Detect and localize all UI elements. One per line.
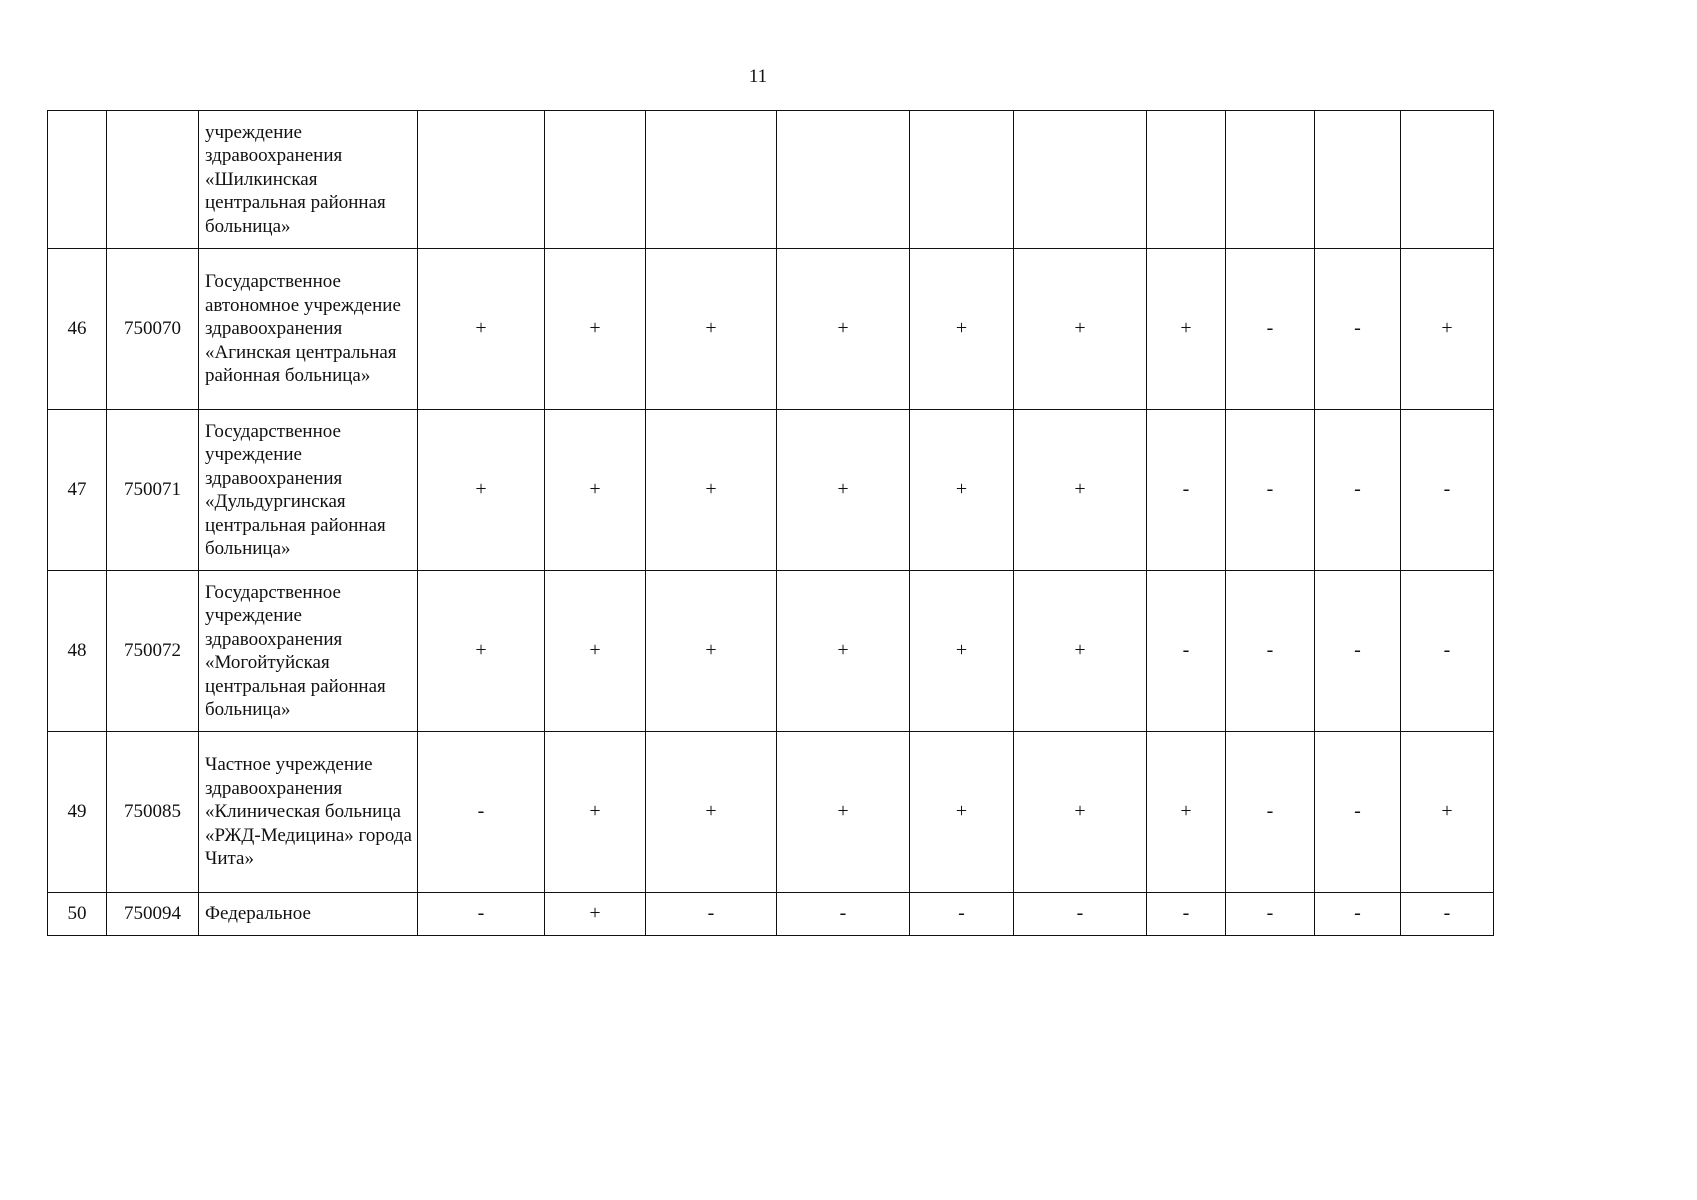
table-row xyxy=(48,893,1494,936)
mark-value: + xyxy=(955,639,968,662)
registry-code-cell: 750071 xyxy=(107,410,199,571)
mark-value: - xyxy=(1354,639,1361,662)
mark-value: + xyxy=(1180,800,1192,823)
mark-cell xyxy=(1315,893,1401,936)
mark-cell xyxy=(1014,732,1147,893)
mark-value: + xyxy=(705,639,717,662)
mark-value: + xyxy=(955,317,968,340)
mark-cell xyxy=(1147,571,1226,732)
mark-value: - xyxy=(1266,317,1274,340)
mark-value: + xyxy=(1074,800,1086,823)
mark-cell xyxy=(1315,111,1401,249)
mark-cell xyxy=(1014,571,1147,732)
mark-cell xyxy=(646,249,777,410)
mark-value: - xyxy=(1354,902,1361,925)
mark-cell xyxy=(1014,111,1147,249)
mark-value: - xyxy=(1354,317,1361,340)
mark-cell xyxy=(777,571,910,732)
mark-cell xyxy=(646,410,777,571)
mark-cell xyxy=(418,571,545,732)
row-number-cell: 47 xyxy=(48,410,107,571)
mark-value: + xyxy=(837,639,849,662)
mark-cell xyxy=(1226,410,1315,571)
mark-value: + xyxy=(705,800,717,823)
mark-value: - xyxy=(1354,478,1361,501)
table-row xyxy=(48,410,1494,571)
mark-cell xyxy=(545,410,646,571)
mark-cell xyxy=(418,410,545,571)
mark-cell xyxy=(1147,893,1226,936)
mark-cell xyxy=(1401,732,1494,893)
mark-cell xyxy=(1014,410,1147,571)
mark-cell xyxy=(1147,249,1226,410)
mark-value: - xyxy=(1443,639,1451,662)
mark-value: - xyxy=(1076,902,1084,925)
mark-cell xyxy=(910,111,1014,249)
mark-cell xyxy=(1147,732,1226,893)
registry-code-cell: 750085 xyxy=(107,732,199,893)
organization-name-cell: Государственное учреждение здравоохранения «Дульдургинская центральная районная больница» xyxy=(199,410,418,571)
mark-cell xyxy=(910,249,1014,410)
mark-cell xyxy=(1315,410,1401,571)
mark-value: - xyxy=(477,902,485,925)
mark-value: + xyxy=(475,317,487,340)
table-row xyxy=(48,571,1494,732)
mark-cell xyxy=(910,732,1014,893)
mark-cell xyxy=(1147,111,1226,249)
mark-cell xyxy=(545,732,646,893)
mark-value: + xyxy=(475,478,487,501)
mark-cell xyxy=(1315,732,1401,893)
mark-cell xyxy=(646,732,777,893)
mark-value: - xyxy=(1266,639,1274,662)
mark-value: + xyxy=(1180,317,1192,340)
mark-cell xyxy=(418,111,545,249)
mark-value: + xyxy=(589,317,601,340)
mark-value: + xyxy=(837,317,849,340)
organization-name-cell: Государственное учреждение здравоохранения «Могойтуйская центральная районная больница» xyxy=(199,571,418,732)
organization-name-cell: Государственное автономное учреждение здравоохранения «Агинская центральная районная больница» xyxy=(199,249,418,410)
mark-value: - xyxy=(707,902,715,925)
mark-cell xyxy=(1014,249,1147,410)
mark-cell xyxy=(1401,893,1494,936)
mark-cell xyxy=(1226,571,1315,732)
mark-cell xyxy=(1401,249,1494,410)
mark-value: - xyxy=(958,902,965,925)
mark-value: + xyxy=(589,639,601,662)
mark-cell xyxy=(1147,410,1226,571)
table-row xyxy=(48,249,1494,410)
mark-cell xyxy=(910,410,1014,571)
mark-value: + xyxy=(1074,478,1086,501)
row-number-cell: 48 xyxy=(48,571,107,732)
registry-code-cell xyxy=(107,111,199,249)
registry-code-cell: 750070 xyxy=(107,249,199,410)
table-row xyxy=(48,732,1494,893)
mark-value: + xyxy=(837,478,849,501)
mark-cell xyxy=(777,249,910,410)
mark-value: - xyxy=(839,902,847,925)
mark-cell xyxy=(545,571,646,732)
mark-value: - xyxy=(1182,639,1190,662)
mark-cell xyxy=(1401,111,1494,249)
mark-cell xyxy=(418,893,545,936)
mark-cell xyxy=(1315,249,1401,410)
mark-value: + xyxy=(589,902,601,925)
organization-name-cell: учреждение здравоохранения «Шилкинская центральная районная больница» xyxy=(199,111,418,249)
row-number-cell: 46 xyxy=(48,249,107,410)
mark-cell xyxy=(418,732,545,893)
mark-value: + xyxy=(1074,639,1086,662)
organization-name-cell: Частное учреждение здравоохранения «Клиническая больница «РЖД-Медицина» города Чита» xyxy=(199,732,418,893)
row-number-cell: 49 xyxy=(48,732,107,893)
mark-value: - xyxy=(1266,902,1274,925)
mark-cell xyxy=(1401,410,1494,571)
mark-cell xyxy=(1014,893,1147,936)
mark-cell xyxy=(1226,111,1315,249)
mark-cell xyxy=(646,571,777,732)
mark-value: + xyxy=(1441,800,1453,823)
mark-cell xyxy=(777,893,910,936)
mark-value: - xyxy=(1443,478,1451,501)
mark-cell xyxy=(777,410,910,571)
mark-value: + xyxy=(589,478,601,501)
mark-value: - xyxy=(1354,800,1361,823)
mark-cell xyxy=(777,111,910,249)
mark-value: - xyxy=(1443,902,1451,925)
mark-cell xyxy=(910,571,1014,732)
mark-value: + xyxy=(475,639,487,662)
mark-value: + xyxy=(705,317,717,340)
page-number: 11 xyxy=(748,66,768,87)
mark-cell xyxy=(777,732,910,893)
mark-value: - xyxy=(477,800,485,823)
table-row xyxy=(48,111,1494,249)
mark-value: - xyxy=(1182,478,1190,501)
mark-value: + xyxy=(955,478,968,501)
mark-cell xyxy=(545,111,646,249)
mark-cell xyxy=(646,893,777,936)
registry-code-cell: 750094 xyxy=(107,893,199,936)
mark-value: + xyxy=(955,800,968,823)
mark-cell xyxy=(1401,571,1494,732)
mark-value: + xyxy=(1074,317,1086,340)
mark-value: + xyxy=(1441,317,1453,340)
mark-value: - xyxy=(1182,902,1190,925)
row-number-cell xyxy=(48,111,107,249)
mark-cell xyxy=(910,893,1014,936)
mark-cell xyxy=(646,111,777,249)
mark-cell xyxy=(1315,571,1401,732)
mark-cell xyxy=(1226,732,1315,893)
mark-value: - xyxy=(1266,478,1274,501)
mark-cell xyxy=(545,893,646,936)
organization-name-cell: Федеральное xyxy=(199,893,418,936)
mark-value: + xyxy=(837,800,849,823)
mark-cell xyxy=(1226,893,1315,936)
medical-organizations-table xyxy=(47,110,1494,936)
mark-value: + xyxy=(589,800,601,823)
mark-value: + xyxy=(705,478,717,501)
mark-value: - xyxy=(1266,800,1274,823)
mark-cell xyxy=(545,249,646,410)
mark-cell xyxy=(1226,249,1315,410)
registry-code-cell: 750072 xyxy=(107,571,199,732)
row-number-cell: 50 xyxy=(48,893,107,936)
mark-cell xyxy=(418,249,545,410)
